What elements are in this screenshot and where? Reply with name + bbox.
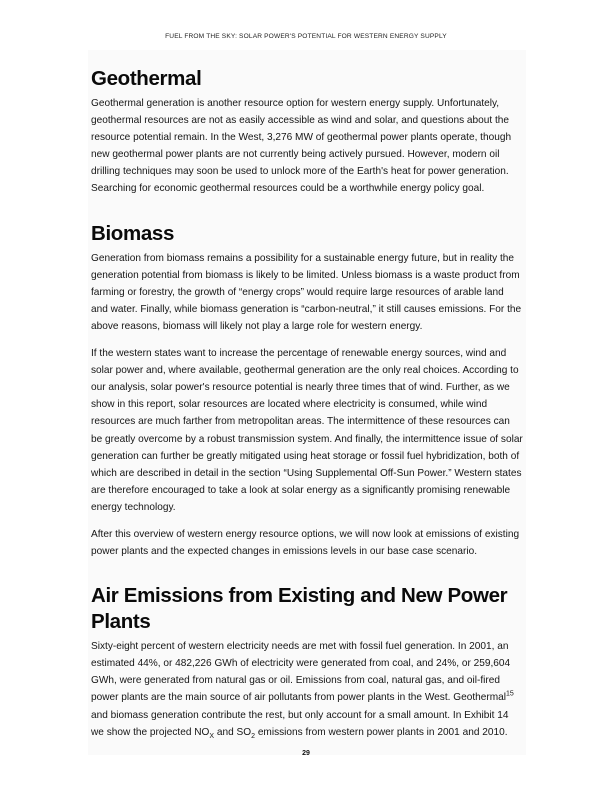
footnote-ref-15[interactable]: 15 — [505, 691, 514, 699]
air-text-a: Sixty-eight percent of western electricity needs are met with fossil fuel generation. In 2001, an estimated 44%, or 482,226 GWh of electricity were generated from coal, and 24%, or 259,604 GWh, were generated from natural gas or oil. Emissions from coal, natural gas, and oil-fired power plants are the main source of air pollutants from power plants in the West. Geothermal — [91, 641, 511, 704]
heading-air-emissions: Air Emissions from Existing and New Power Plants — [91, 584, 508, 634]
running-header: FUEL FROM THE SKY: SOLAR POWER'S POTENTIAL FOR WESTERN ENERGY SUPPLY — [165, 33, 447, 40]
heading-biomass: Biomass — [91, 221, 175, 245]
so2-subscript: 2 — [251, 732, 256, 740]
section-air-emissions — [91, 583, 523, 741]
air-text-c: and SO — [214, 726, 252, 738]
paragraph-air-emissions — [91, 638, 523, 741]
page-number: 29 — [302, 750, 310, 757]
nox-subscript: X — [209, 732, 215, 740]
air-text-d: emissions from western power plants in 2001 and 2010. — [255, 726, 508, 738]
air-text-b: and biomass generation contribute the rest, but only account for a small amount. In Exhibit 14 we show the projected NO — [91, 709, 509, 738]
paragraph-biomass-2: If the western states want to increase the percentage of renewable energy sources, wind and solar power and, where available, geothermal generation are the only real choices. According to our analysis, solar power's resource potential is nearly three times that of wind. Further, as we show in this report, solar resources are located where electricity is consumed, while wind resources are much farther from metropolitan areas. The intermittence of these resources can be greatly overcome by a robust transmission system. And finally, the intermittence issue of solar generation can further be greatly mitigated using heat storage or fossil fuel hybridization, both of which are described in detail in the section “Using Supplemental Off-Sun Power.” Western states are therefore encouraged to take a look at solar energy as a significantly promising renewable energy technology. — [91, 348, 523, 513]
paragraph-biomass-1: Generation from biomass remains a possibility for a sustainable energy future, but in reality the generation potential from biomass is likely to be limited. Unless biomass is a waste product from farming or forestry, the growth of “energy crops” would require large resources of arable land and water. Finally, while biomass generation is “carbon-neutral,” it still causes emissions. For the above reasons, biomass will likely not play a large role for western energy. — [91, 252, 522, 332]
paragraph-biomass-3: After this overview of western energy resource options, we will now look at emissions of existing power plants and the expected changes in emissions levels in our base case scenario. — [91, 528, 520, 558]
heading-geothermal: Geothermal — [91, 67, 202, 90]
paragraph-geothermal: Geothermal generation is another resource option for western energy supply. Unfortunately, geothermal resources are not as easily accessible as wind and solar, and questions about the resource potential remain. In the West, 3,276 MW of geothermal power plants operate, though new geothermal power plants are not currently being actively pursued. However, modern oil drilling techniques may soon be used to unlock more of the Earth's heat for power generation. Searching for economic geothermal resources could be a worthwhile energy policy goal. — [91, 98, 512, 195]
section-geothermal — [91, 66, 523, 198]
page-content — [91, 66, 523, 741]
section-biomass — [91, 221, 523, 561]
